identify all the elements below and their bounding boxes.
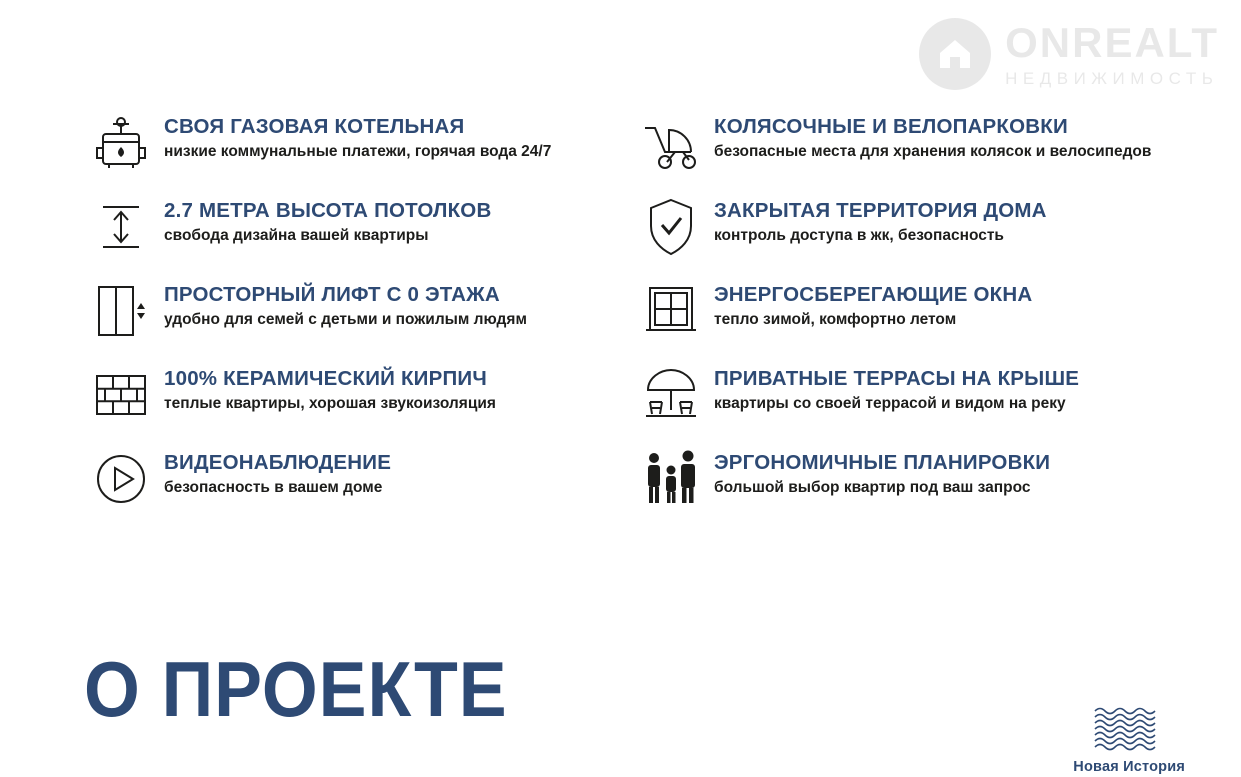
brand-logo	[1073, 703, 1185, 775]
family-icon	[628, 444, 714, 514]
feature-text	[714, 192, 1047, 244]
feature-text	[714, 108, 1151, 160]
feature-title: ЗАКРЫТАЯ ТЕРРИТОРИЯ ДОМА	[714, 199, 1047, 222]
feature-text	[164, 360, 496, 412]
feature-title: ПРОСТОРНЫЙ ЛИФТ С 0 ЭТАЖА	[164, 283, 500, 306]
watermark-title: ONREALT	[1005, 18, 1219, 66]
feature-subtitle: контроль доступа в жк, безопасность	[714, 226, 1004, 244]
feature-subtitle: теплые квартиры, хорошая звукоизоляция	[164, 394, 496, 412]
feature-item	[78, 108, 628, 192]
feature-text	[164, 444, 391, 496]
waves-mark-icon	[1087, 703, 1171, 755]
elevator-icon	[78, 276, 164, 346]
feature-title: КОЛЯСОЧНЫЕ И ВЕЛОПАРКОВКИ	[714, 115, 1068, 138]
feature-subtitle: большой выбор квартир под ваш запрос	[714, 478, 1031, 496]
feature-subtitle: безопасность в вашем доме	[164, 478, 383, 496]
feature-item	[78, 444, 628, 528]
feature-text	[714, 444, 1050, 496]
watermark	[919, 18, 1219, 90]
feature-title: 2.7 МЕТРА ВЫСОТА ПОТОЛКОВ	[164, 199, 492, 222]
feature-subtitle: квартиры со своей террасой и видом на реку	[714, 394, 1066, 412]
video-camera-play-icon	[78, 444, 164, 514]
feature-subtitle: свобода дизайна вашей квартиры	[164, 226, 429, 244]
feature-item	[628, 192, 1178, 276]
feature-item	[78, 360, 628, 444]
feature-text	[164, 276, 527, 328]
watermark-subtitle: НЕДВИЖИМОСТЬ	[1005, 68, 1219, 88]
feature-title: ПРИВАТНЫЕ ТЕРРАСЫ НА КРЫШЕ	[714, 367, 1080, 390]
brand-name: Новая История	[1073, 759, 1185, 775]
feature-text	[714, 276, 1032, 328]
features-section	[78, 108, 1178, 528]
feature-title: ЭРГОНОМИЧНЫЕ ПЛАНИРОВКИ	[714, 451, 1051, 474]
feature-text	[164, 192, 491, 244]
feature-title: ВИДЕОНАБЛЮДЕНИЕ	[164, 451, 392, 474]
feature-subtitle: удобно для семей с детьми и пожилым людям	[164, 310, 527, 328]
terrace-umbrella-icon	[628, 360, 714, 430]
brick-wall-icon	[78, 360, 164, 430]
features-left-column	[78, 108, 628, 528]
shield-check-icon	[628, 192, 714, 262]
feature-item	[628, 108, 1178, 192]
feature-subtitle: тепло зимой, комфортно летом	[714, 310, 957, 328]
feature-item	[628, 444, 1178, 528]
feature-item	[628, 360, 1178, 444]
feature-text	[714, 360, 1079, 412]
house-circle-icon	[919, 18, 991, 90]
feature-title: СВОЯ ГАЗОВАЯ КОТЕЛЬНАЯ	[164, 115, 465, 138]
feature-subtitle: безопасные места для хранения колясок и велосипедов	[714, 142, 1152, 160]
feature-subtitle: низкие коммунальные платежи, горячая вода 24/7	[164, 142, 552, 160]
watermark-text	[1005, 18, 1219, 88]
feature-text	[164, 108, 551, 160]
features-right-column	[628, 108, 1178, 528]
window-icon	[628, 276, 714, 346]
page-title: О ПРОЕКТЕ	[84, 645, 508, 733]
feature-item	[628, 276, 1178, 360]
feature-item	[78, 276, 628, 360]
gas-boiler-icon	[78, 108, 164, 178]
feature-item	[78, 192, 628, 276]
ceiling-height-arrow-icon	[78, 192, 164, 262]
stroller-icon	[628, 108, 714, 178]
feature-title: 100% КЕРАМИЧЕСКИЙ КИРПИЧ	[164, 367, 487, 390]
feature-title: ЭНЕРГОСБЕРЕГАЮЩИЕ ОКНА	[714, 283, 1033, 306]
